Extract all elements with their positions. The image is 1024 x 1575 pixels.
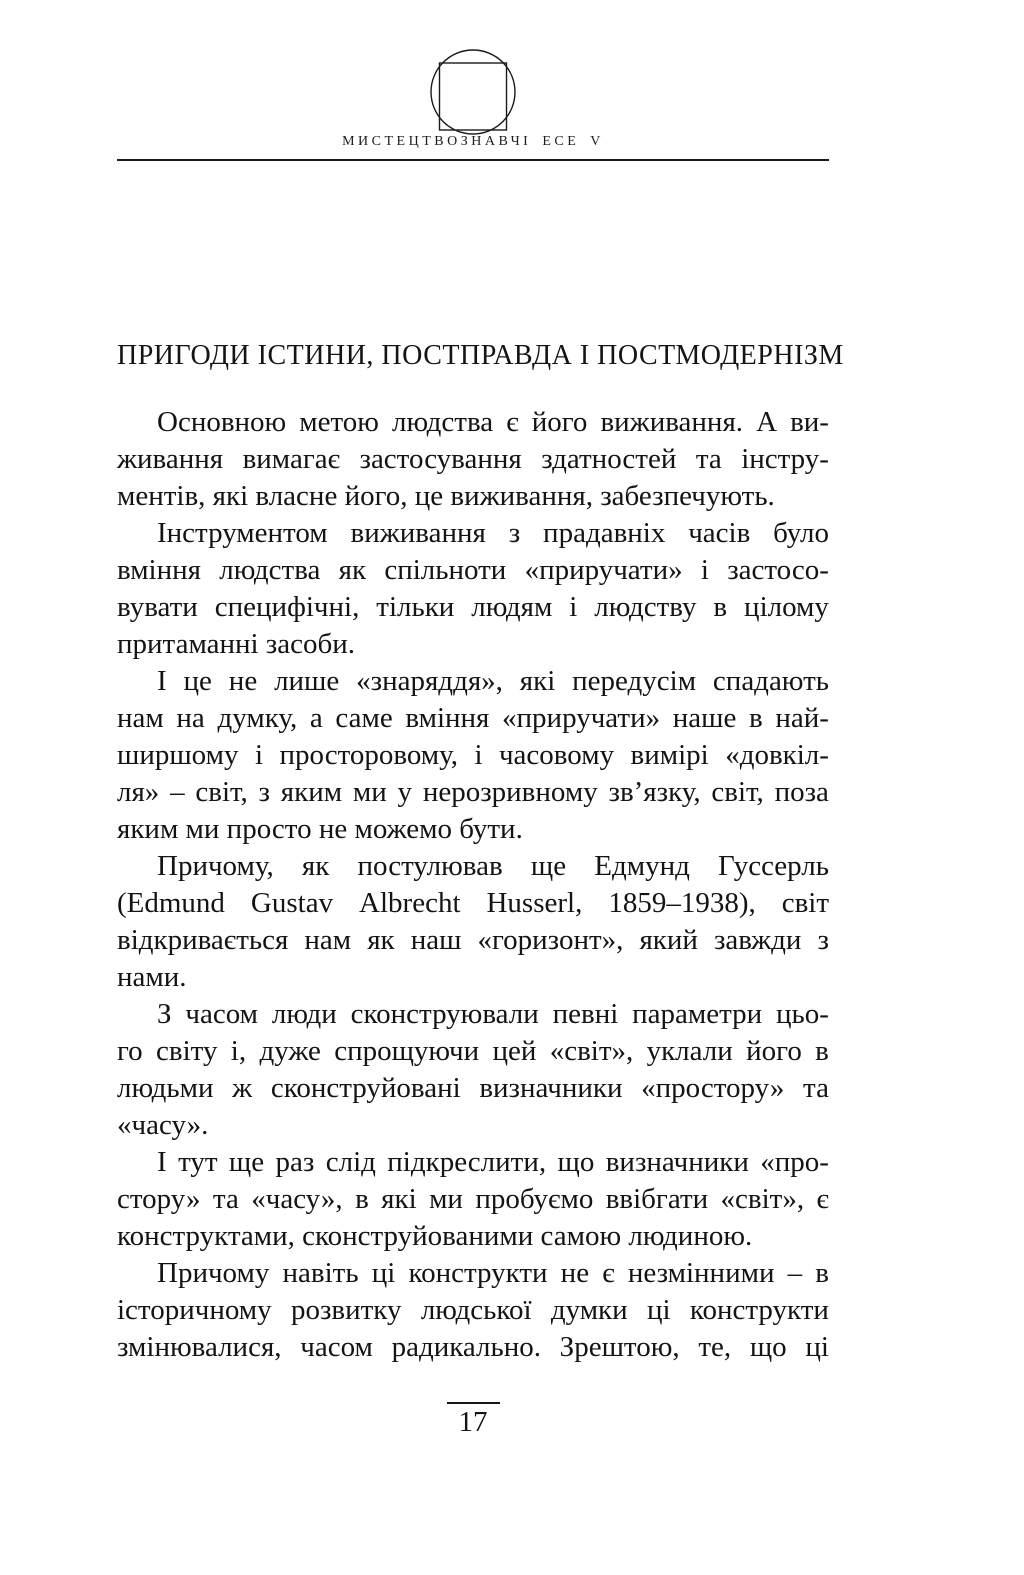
text-line: конструктами, сконструйованими самою людиною.: [117, 1220, 753, 1252]
text-line: історичному розвитку людської думки ці конструкти: [117, 1294, 829, 1326]
text-line: Основною метою людства є його виживання. А ви-: [157, 406, 829, 438]
page-content: [117, 0, 844, 1575]
running-title: МИСТЕЦТВОЗНАВЧІ ЕСЕ V: [342, 134, 604, 149]
text-line: вувати специфічні, тільки людям і людству в цілому: [117, 591, 829, 623]
text-line: живання вимагає застосування здатностей та інстру-: [117, 443, 829, 475]
text-line: ширшому і просторовому, і часовому вимірі «довкіл-: [117, 739, 829, 771]
text-line: Причому навіть ці конструкти не є незмінними – в: [157, 1257, 829, 1289]
header-rule: [117, 159, 829, 161]
text-line: ля» – світ, з яким ми у нерозривному зв’язку, світ, поза: [117, 776, 829, 808]
article-body: [117, 404, 829, 1366]
text-line: го світу і, дуже спрощуючи цей «світ», уклали його в: [117, 1035, 829, 1067]
text-line: Причому, як постулював ще Едмунд Гуссерль: [157, 850, 829, 882]
text-line: людьми ж сконструйовані визначники «простору» та: [117, 1072, 829, 1104]
text-line: ментів, які власне його, це виживання, забезпечують.: [117, 480, 775, 512]
text-line: яким ми просто не можемо бути.: [117, 813, 523, 845]
text-line: змінювалися, часом радикально. Зрештою, те, що ці: [117, 1331, 829, 1363]
text-line: З часом люди сконструювали певні параметри цьо-: [157, 998, 829, 1030]
page-footer: [117, 1402, 829, 1439]
text-line: вміння людства як спільноти «приручати» і застосо-: [117, 554, 829, 586]
article-title: ПРИГОДИ ІСТИНИ, ПОСТПРАВДА І ПОСТМОДЕРНІЗМ: [117, 340, 844, 371]
text-line: притаманні засоби.: [117, 628, 356, 660]
text-line: (Edmund Gustav Albrecht Husserl, 1859–1938), світ: [117, 887, 829, 919]
text-line: нам на думку, а саме вміння «приручати» наше в най-: [117, 702, 829, 734]
page-number: 17: [447, 1402, 500, 1439]
text-line: стору» та «часу», в які ми пробуємо ввібгати «світ», є: [117, 1183, 829, 1215]
text-line: І це не лише «знаряддя», які передусім спадають: [157, 665, 829, 697]
circle-square-logo-icon: [408, 40, 538, 140]
text-line: Інструментом виживання з прадавніх часів було: [157, 517, 829, 549]
text-line: нами.: [117, 961, 187, 993]
text-line: «часу».: [117, 1109, 209, 1141]
text-line: відкривається нам як наш «горизонт», який завжди з: [117, 924, 829, 956]
text-line: І тут ще раз слід підкреслити, що визначники «про-: [157, 1146, 829, 1178]
